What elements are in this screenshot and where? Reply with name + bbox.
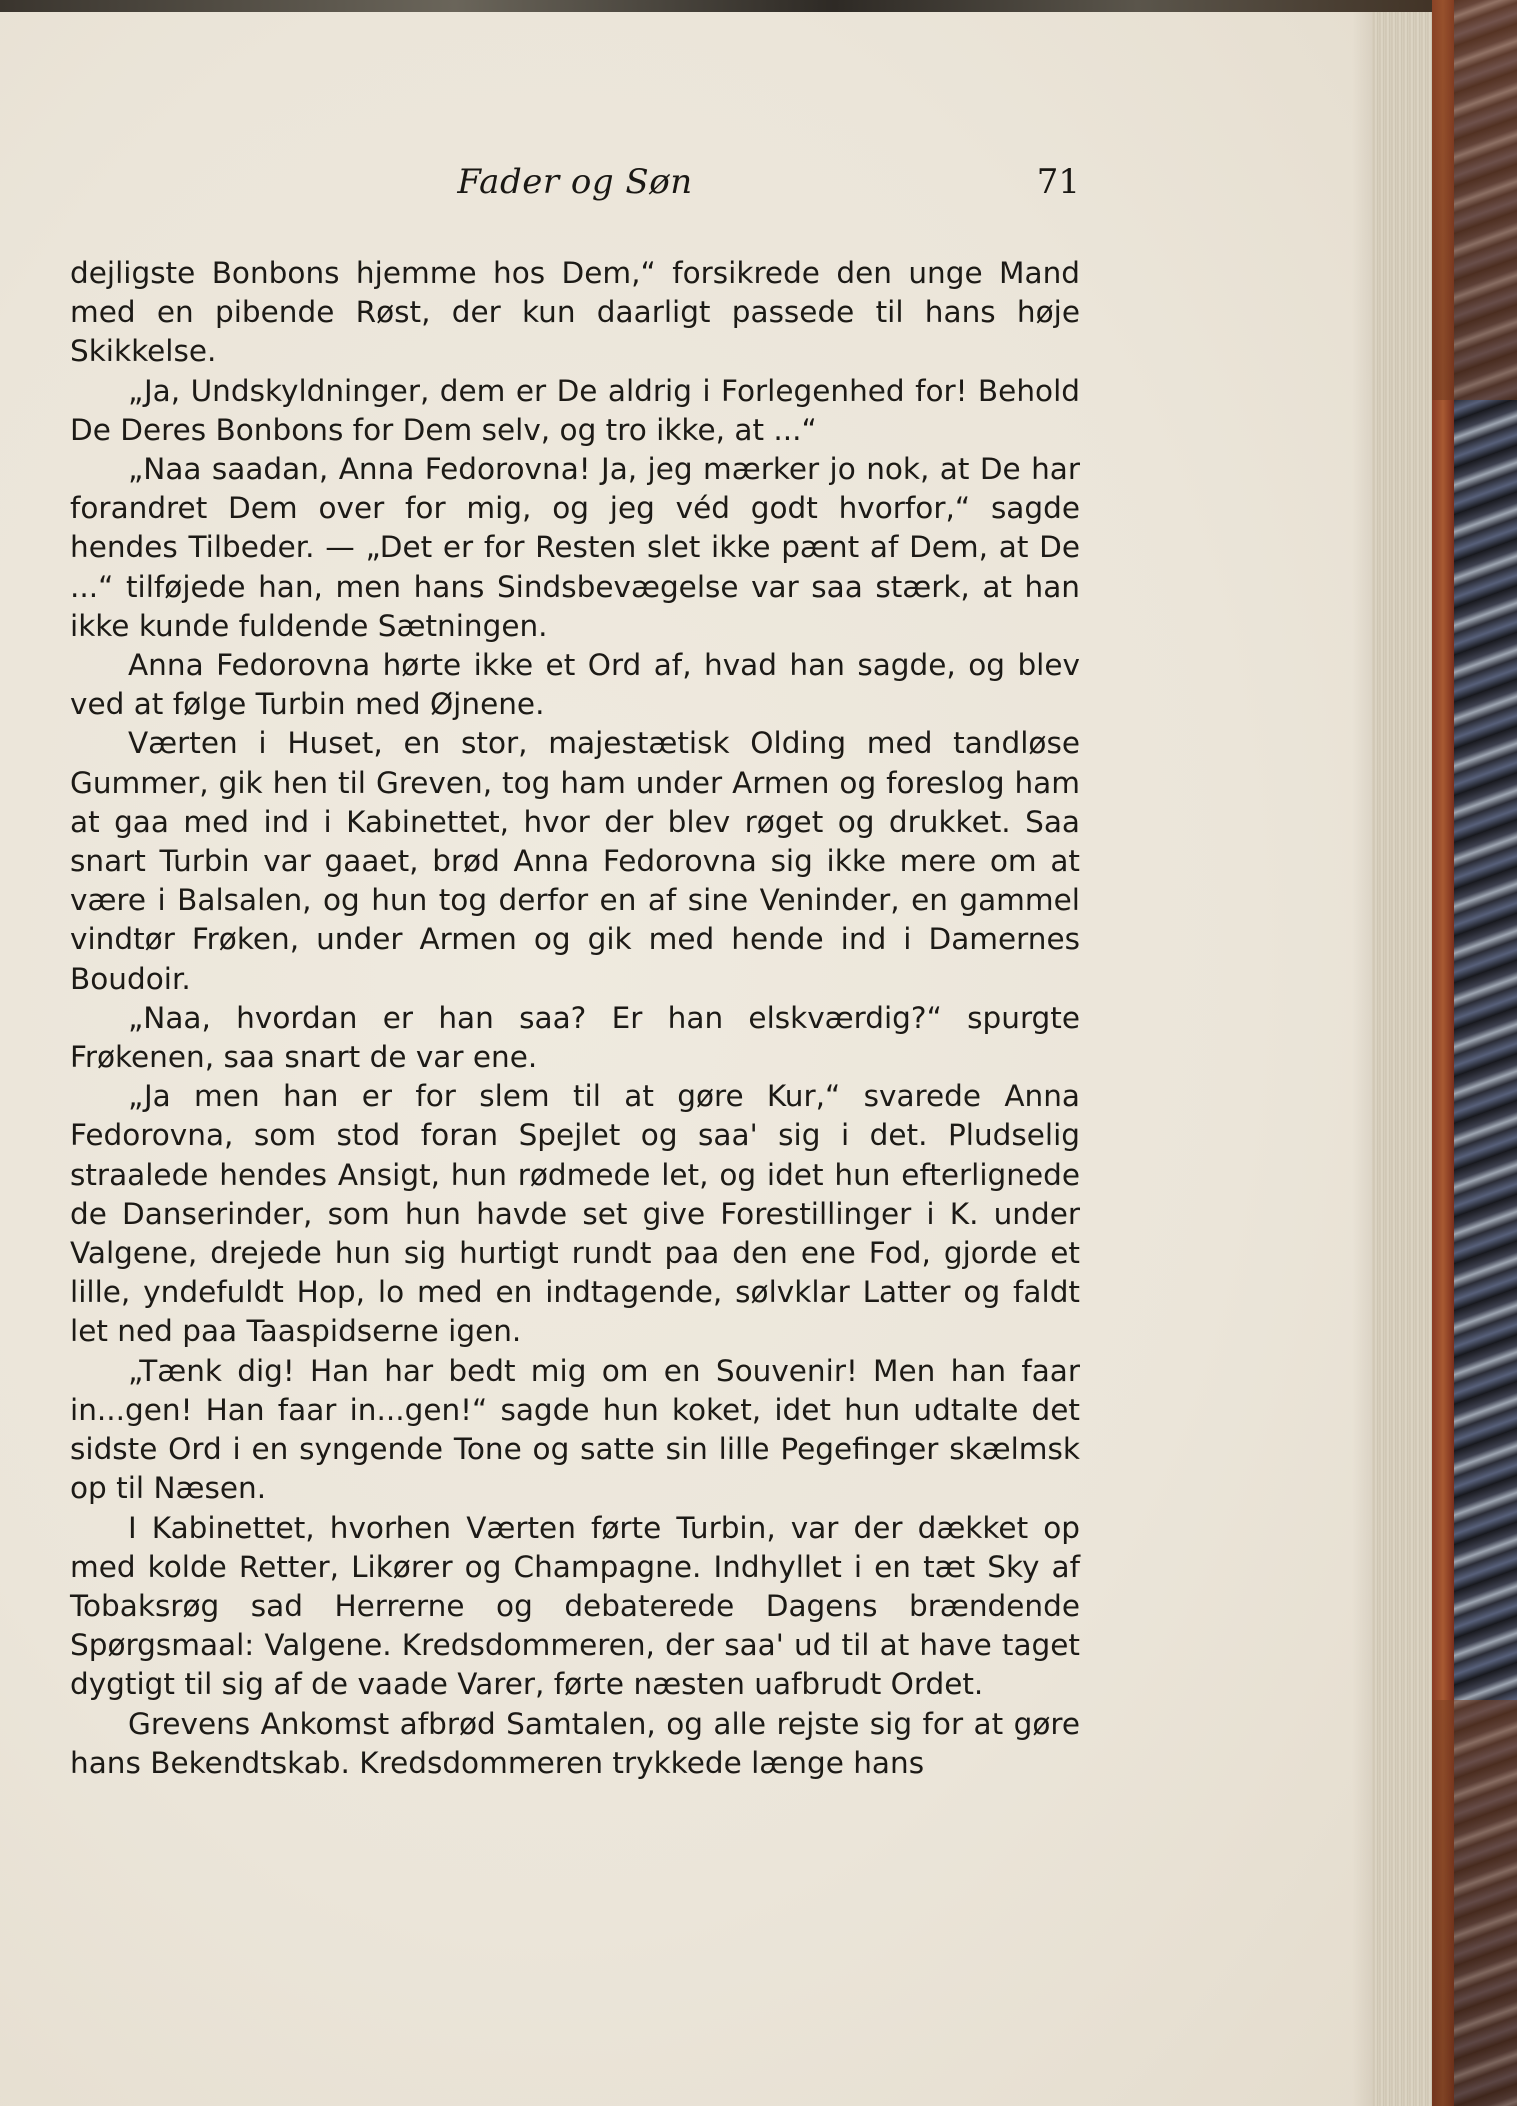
body-text: [70, 254, 1080, 1783]
running-title: Fader og Søn: [457, 162, 693, 202]
paragraph: Anna Fedorovna hørte ikke et Ord af, hvad han sagde, og blev ved at følge Turbin med Øjnene.: [70, 648, 1080, 722]
leather-corner-top: [1432, 0, 1517, 400]
running-header: [70, 162, 1080, 212]
paragraph: Grevens Ankomst afbrød Samtalen, og alle rejste sig for at gøre hans Bekendtskab. Kredsdommeren trykkede længe hans: [70, 1706, 1080, 1780]
paragraph: „Ja, Undskyldninger, dem er De aldrig i Forlegenhed for! Behold De Deres Bonbons for Dem selv, og tro ikke, at ...“: [70, 373, 1080, 447]
paragraph: „Tænk dig! Han har bedt mig om en Souvenir! Men han faar in...gen! Han faar in...gen!“ sagde hun koket, idet hun udtalte det sidste Ord i en syngende Tone og satte sin lille Pegefinger skælmsk op til Næsen.: [70, 1353, 1080, 1506]
paragraph: „Naa saadan, Anna Fedorovna! Ja, jeg mærker jo nok, at De har forandret Dem over for mig, og jeg véd godt hvorfor,“ sagde hendes Tilbeder. — „Det er for Resten slet ikke pænt af Dem, at De ...“ tilføjede han, men hans Sindsbevægelse var saa stærk, at han ikke kunde fuldende Sætningen.: [70, 452, 1080, 643]
paragraph: Værten i Huset, en stor, majestætisk Olding med tandløse Gummer, gik hen til Greven, tog ham under Armen og foreslog ham at gaa med ind i Kabinettet, hvor der blev røget og drukket. Saa snart Turbin var gaaet, brød Anna Fedorovna sig ikke mere om at være i Balsalen, og hun tog derfor en af sine Veninder, en gammel vindtør Frøken, under Armen og gik med hende ind i Damernes Boudoir.: [70, 726, 1080, 996]
page-number: 71: [1036, 162, 1080, 202]
paragraph: dejligste Bonbons hjemme hos Dem,“ forsikrede den unge Mand med en pibende Røst, der kun daarligt passede til hans høje Skikkelse.: [70, 256, 1080, 369]
page-edges: [1372, 12, 1432, 2106]
paragraph: „Ja men han er for slem til at gøre Kur,“ svarede Anna Fedorovna, som stod foran Spejlet og saa' sig i det. Pludselig straalede hendes Ansigt, hun rødmede let, og idet hun efterlignede de Danserinder, som hun havde set give Forestillinger i K. under Valgene, drejede hun sig hurtigt rundt paa den ene Fod, gjorde et lille, yndefuldt Hop, lo med en indtagende, sølvklar Latter og faldt let ned paa Taaspidserne igen.: [70, 1079, 1080, 1349]
paragraph: I Kabinettet, hvorhen Værten førte Turbin, var der dækket op med kolde Retter, Likører og Champagne. Indhyllet i en tæt Sky af Tobaksrøg sad Herrerne og debaterede Dagens brændende Spørgsmaal: Valgene. Kredsdommeren, der saa' ud til at have taget dygtigt til sig af de vaade Varer, førte næsten uafbrudt Ordet.: [70, 1510, 1080, 1702]
paragraph: „Naa, hvordan er han saa? Er han elskværdig?“ spurgte Frøkenen, saa snart de var ene.: [70, 1000, 1080, 1075]
leather-corner-bottom: [1432, 1700, 1517, 2106]
